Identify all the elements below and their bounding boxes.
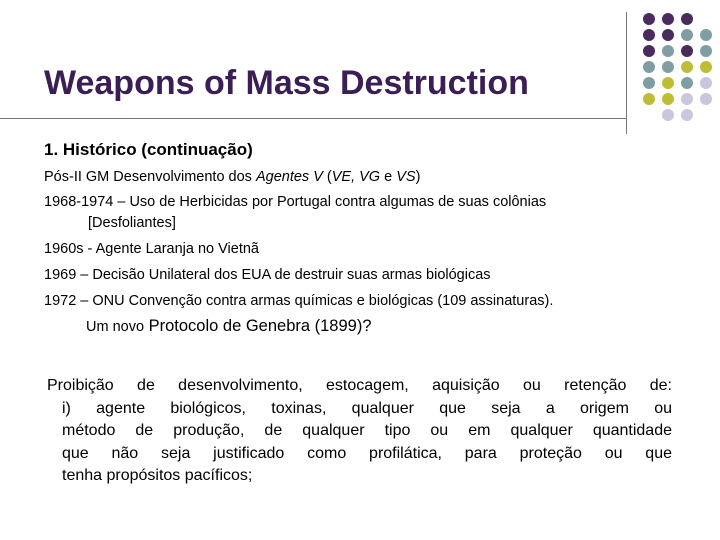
decorative-dot (643, 13, 655, 25)
decorative-dot (643, 61, 655, 73)
decorative-dot (662, 109, 674, 121)
decorative-dot (700, 93, 712, 105)
history-line: 1969 – Decisão Unilateral dos EUA de destruir suas armas biológicas (44, 267, 491, 283)
decorative-dot (681, 45, 693, 57)
slide-title: Weapons of Mass Destruction (44, 64, 529, 102)
question-text: Protocolo de Genebra (1899)? (144, 317, 372, 335)
decorative-dot (662, 77, 674, 89)
question-prefix: Um novo (86, 319, 145, 335)
decorative-dot (662, 45, 674, 57)
paragraph-line: tenha propósitos pacíficos; (62, 467, 253, 484)
decorative-dot (643, 77, 655, 89)
decorative-dot (662, 61, 674, 73)
decorative-dot (700, 77, 712, 89)
decorative-dot (700, 61, 712, 73)
horizontal-divider (0, 118, 626, 119)
decorative-dot (700, 45, 712, 57)
decorative-dot (643, 29, 655, 41)
decorative-dot (662, 29, 674, 41)
decorative-dot (681, 61, 693, 73)
decorative-dot (681, 109, 693, 121)
decorative-dot (681, 13, 693, 25)
history-line: 1968-1974 – Uso de Herbicidas por Portugal contra algumas de suas colônias (44, 194, 547, 210)
history-line: [Desfoliantes] (88, 215, 176, 231)
decorative-dot (643, 93, 655, 105)
paragraph-line: Proibição de desenvolvimento, estocagem, aquisição ou retenção de: (47, 377, 672, 394)
history-line (44, 169, 420, 185)
decorative-dot (662, 93, 674, 105)
question-line (86, 317, 372, 336)
decorative-dot (681, 77, 693, 89)
section-heading: 1. Histórico (continuação) (44, 140, 253, 159)
decorative-dot (700, 29, 712, 41)
paragraph-line: que não seja justificado como profilática, para proteção ou que (62, 444, 672, 462)
history-line: 1972 – ONU Convenção contra armas químicas e biológicas (109 assinaturas). (44, 293, 554, 309)
decorative-dot (643, 45, 655, 57)
decorative-dot (681, 29, 693, 41)
vertical-divider (626, 12, 627, 134)
paragraph-line: i) agente biológicos, toxinas, qualquer que seja a origem ou (62, 399, 672, 417)
history-line-text: Pós-II GM Desenvolvimento dos Agentes V (VE, VG e VS) (44, 169, 421, 185)
decorative-dot (662, 13, 674, 25)
history-line: 1960s - Agente Laranja no Vietnã (44, 241, 259, 257)
prohibition-paragraph (47, 375, 672, 488)
paragraph-line: método de produção, de qualquer tipo ou em qualquer quantidade (62, 422, 672, 439)
decorative-dot (681, 93, 693, 105)
